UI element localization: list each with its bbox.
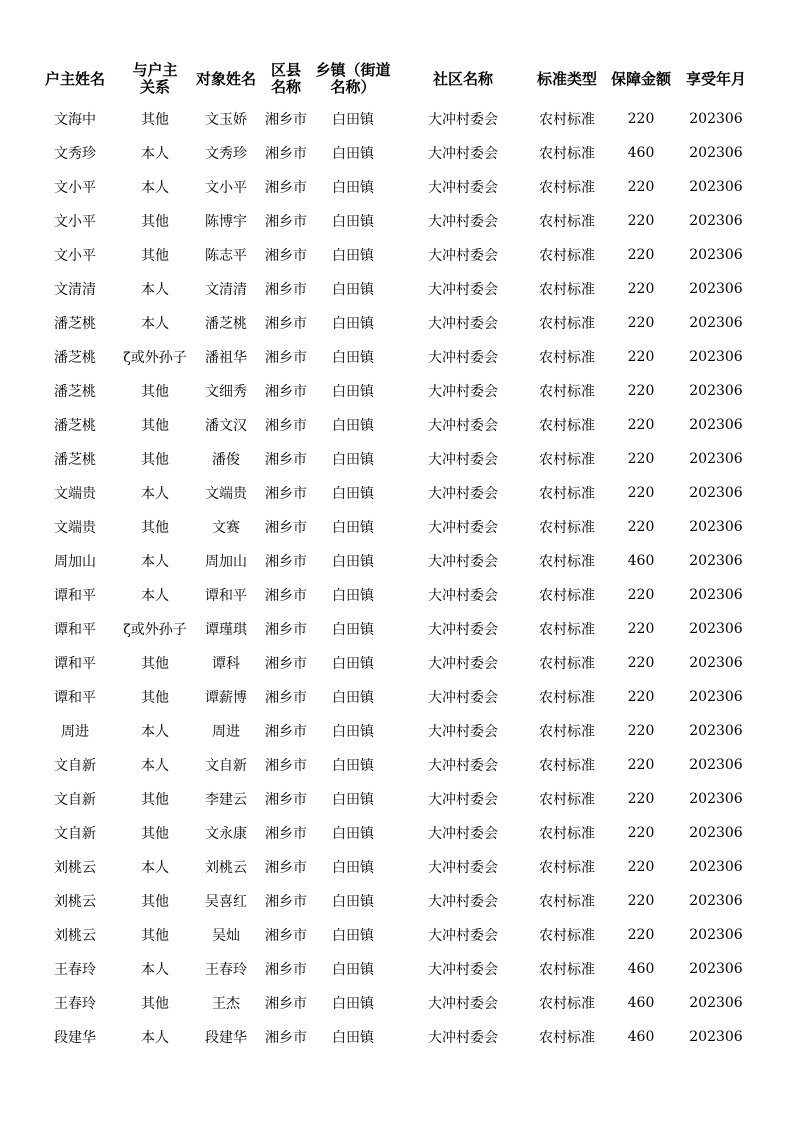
table-row xyxy=(29,272,755,306)
cell-county: 湘乡市 xyxy=(265,622,307,638)
table-row xyxy=(29,510,755,544)
cell-county: 湘乡市 xyxy=(265,282,307,298)
table-row xyxy=(29,1020,755,1054)
cell-recipient-name: 周加山 xyxy=(205,554,247,570)
cell-town: 白田镇 xyxy=(332,452,374,468)
cell-amount: 220 xyxy=(627,315,655,331)
cell-county: 湘乡市 xyxy=(265,554,307,570)
cell-household-head: 文小平 xyxy=(54,214,96,230)
table-row xyxy=(29,306,755,340)
cell-standard-type: 农村标准 xyxy=(539,894,595,910)
cell-recipient-name: 吴喜红 xyxy=(205,894,247,910)
cell-relation: 本人 xyxy=(141,554,169,570)
cell-year-month: 202306 xyxy=(689,145,743,161)
table-row xyxy=(29,204,755,238)
cell-household-head: 谭和平 xyxy=(54,622,96,638)
cell-town: 白田镇 xyxy=(332,418,374,434)
table-body xyxy=(29,102,755,1054)
cell-standard-type: 农村标准 xyxy=(539,316,595,332)
cell-town: 白田镇 xyxy=(332,962,374,978)
cell-recipient-name: 吴灿 xyxy=(212,928,240,944)
cell-community: 大冲村委会 xyxy=(428,520,498,536)
cell-community: 大冲村委会 xyxy=(428,180,498,196)
cell-amount: 220 xyxy=(627,519,655,535)
cell-standard-type: 农村标准 xyxy=(539,622,595,638)
table-row xyxy=(29,374,755,408)
cell-community: 大冲村委会 xyxy=(428,146,498,162)
cell-county: 湘乡市 xyxy=(265,112,307,128)
cell-community: 大冲村委会 xyxy=(428,112,498,128)
cell-county: 湘乡市 xyxy=(265,214,307,230)
cell-standard-type: 农村标准 xyxy=(539,146,595,162)
cell-county: 湘乡市 xyxy=(265,792,307,808)
cell-year-month: 202306 xyxy=(689,451,743,467)
cell-relation: 本人 xyxy=(141,146,169,162)
cell-amount: 220 xyxy=(627,757,655,773)
cell-recipient-name: 段建华 xyxy=(205,1030,247,1046)
cell-household-head: 文自新 xyxy=(54,792,96,808)
cell-amount: 220 xyxy=(627,621,655,637)
cell-household-head: 刘桃云 xyxy=(54,894,96,910)
cell-town: 白田镇 xyxy=(332,146,374,162)
cell-community: 大冲村委会 xyxy=(428,350,498,366)
cell-standard-type: 农村标准 xyxy=(539,554,595,570)
cell-standard-type: 农村标准 xyxy=(539,792,595,808)
cell-standard-type: 农村标准 xyxy=(539,860,595,876)
cell-community: 大冲村委会 xyxy=(428,1030,498,1046)
cell-town: 白田镇 xyxy=(332,384,374,400)
cell-recipient-name: 潘祖华 xyxy=(205,350,247,366)
cell-recipient-name: 谭瑾琪 xyxy=(205,622,247,638)
table-row xyxy=(29,612,755,646)
cell-county: 湘乡市 xyxy=(265,350,307,366)
cell-year-month: 202306 xyxy=(689,621,743,637)
cell-county: 湘乡市 xyxy=(265,486,307,502)
cell-year-month: 202306 xyxy=(689,247,743,263)
cell-relation: 其他 xyxy=(141,656,169,672)
cell-relation: 其他 xyxy=(141,928,169,944)
cell-relation: 本人 xyxy=(141,486,169,502)
cell-year-month: 202306 xyxy=(689,179,743,195)
cell-household-head: 潘芝桃 xyxy=(54,452,96,468)
cell-recipient-name: 文自新 xyxy=(205,758,247,774)
cell-relation: 其他 xyxy=(141,996,169,1012)
table-row xyxy=(29,102,755,136)
cell-relation: 其他 xyxy=(141,792,169,808)
cell-town: 白田镇 xyxy=(332,248,374,264)
cell-standard-type: 农村标准 xyxy=(539,214,595,230)
cell-recipient-name: 潘文汉 xyxy=(205,418,247,434)
cell-household-head: 文小平 xyxy=(54,248,96,264)
cell-town: 白田镇 xyxy=(332,486,374,502)
cell-relation: 本人 xyxy=(141,588,169,604)
cell-recipient-name: 谭和平 xyxy=(205,588,247,604)
table-row xyxy=(29,816,755,850)
table-row xyxy=(29,714,755,748)
cell-town: 白田镇 xyxy=(332,554,374,570)
cell-recipient-name: 潘芝桃 xyxy=(205,316,247,332)
header-relation: 与户主 关系 xyxy=(132,61,178,96)
cell-household-head: 潘芝桃 xyxy=(54,316,96,332)
assistance-table xyxy=(29,56,755,1054)
cell-standard-type: 农村标准 xyxy=(539,248,595,264)
cell-community: 大冲村委会 xyxy=(428,622,498,638)
cell-recipient-name: 周进 xyxy=(212,724,240,740)
cell-community: 大冲村委会 xyxy=(428,214,498,230)
cell-amount: 220 xyxy=(627,383,655,399)
cell-county: 湘乡市 xyxy=(265,962,307,978)
table-row xyxy=(29,578,755,612)
cell-town: 白田镇 xyxy=(332,180,374,196)
cell-standard-type: 农村标准 xyxy=(539,282,595,298)
cell-town: 白田镇 xyxy=(332,690,374,706)
cell-county: 湘乡市 xyxy=(265,758,307,774)
cell-community: 大冲村委会 xyxy=(428,316,498,332)
cell-household-head: 谭和平 xyxy=(54,690,96,706)
cell-community: 大冲村委会 xyxy=(428,928,498,944)
cell-year-month: 202306 xyxy=(689,349,743,365)
cell-recipient-name: 文永康 xyxy=(205,826,247,842)
table-row xyxy=(29,340,755,374)
cell-county: 湘乡市 xyxy=(265,1030,307,1046)
cell-town: 白田镇 xyxy=(332,928,374,944)
cell-year-month: 202306 xyxy=(689,315,743,331)
cell-town: 白田镇 xyxy=(332,894,374,910)
cell-county: 湘乡市 xyxy=(265,180,307,196)
table-row xyxy=(29,952,755,986)
cell-town: 白田镇 xyxy=(332,316,374,332)
cell-recipient-name: 刘桃云 xyxy=(205,860,247,876)
cell-amount: 220 xyxy=(627,417,655,433)
cell-recipient-name: 陈博宇 xyxy=(205,214,247,230)
cell-community: 大冲村委会 xyxy=(428,554,498,570)
cell-standard-type: 农村标准 xyxy=(539,486,595,502)
cell-town: 白田镇 xyxy=(332,758,374,774)
cell-amount: 220 xyxy=(627,247,655,263)
cell-relation: ζ或外孙子 xyxy=(123,350,187,366)
table-row xyxy=(29,408,755,442)
cell-year-month: 202306 xyxy=(689,485,743,501)
cell-town: 白田镇 xyxy=(332,860,374,876)
cell-household-head: 文自新 xyxy=(54,758,96,774)
cell-year-month: 202306 xyxy=(689,1029,743,1045)
cell-household-head: 文清清 xyxy=(54,282,96,298)
cell-standard-type: 农村标准 xyxy=(539,350,595,366)
cell-year-month: 202306 xyxy=(689,383,743,399)
cell-relation: 其他 xyxy=(141,214,169,230)
cell-county: 湘乡市 xyxy=(265,894,307,910)
cell-amount: 460 xyxy=(627,995,655,1011)
header-recipient-name: 对象姓名 xyxy=(195,69,256,88)
cell-county: 湘乡市 xyxy=(265,826,307,842)
cell-recipient-name: 文玉娇 xyxy=(205,112,247,128)
cell-year-month: 202306 xyxy=(689,281,743,297)
cell-year-month: 202306 xyxy=(689,587,743,603)
cell-recipient-name: 文小平 xyxy=(205,180,247,196)
table-row xyxy=(29,986,755,1020)
cell-community: 大冲村委会 xyxy=(428,996,498,1012)
cell-household-head: 潘芝桃 xyxy=(54,384,96,400)
cell-county: 湘乡市 xyxy=(265,418,307,434)
cell-standard-type: 农村标准 xyxy=(539,962,595,978)
cell-recipient-name: 文端贵 xyxy=(205,486,247,502)
cell-relation: 其他 xyxy=(141,520,169,536)
cell-relation: 其他 xyxy=(141,826,169,842)
cell-county: 湘乡市 xyxy=(265,520,307,536)
cell-county: 湘乡市 xyxy=(265,588,307,604)
cell-county: 湘乡市 xyxy=(265,384,307,400)
cell-standard-type: 农村标准 xyxy=(539,384,595,400)
cell-household-head: 文自新 xyxy=(54,826,96,842)
cell-recipient-name: 李建云 xyxy=(205,792,247,808)
cell-standard-type: 农村标准 xyxy=(539,690,595,706)
cell-county: 湘乡市 xyxy=(265,248,307,264)
cell-county: 湘乡市 xyxy=(265,146,307,162)
cell-relation: ζ或外孙子 xyxy=(123,622,187,638)
cell-relation: 其他 xyxy=(141,418,169,434)
cell-community: 大冲村委会 xyxy=(428,486,498,502)
cell-county: 湘乡市 xyxy=(265,656,307,672)
cell-household-head: 刘桃云 xyxy=(54,860,96,876)
cell-community: 大冲村委会 xyxy=(428,384,498,400)
cell-relation: 本人 xyxy=(141,724,169,740)
cell-recipient-name: 潘俊 xyxy=(212,452,240,468)
cell-town: 白田镇 xyxy=(332,520,374,536)
cell-recipient-name: 王春玲 xyxy=(205,962,247,978)
cell-amount: 220 xyxy=(627,723,655,739)
cell-household-head: 段建华 xyxy=(54,1030,96,1046)
cell-amount: 460 xyxy=(627,145,655,161)
cell-county: 湘乡市 xyxy=(265,996,307,1012)
cell-town: 白田镇 xyxy=(332,792,374,808)
cell-standard-type: 农村标准 xyxy=(539,1030,595,1046)
cell-recipient-name: 王杰 xyxy=(212,996,240,1012)
cell-household-head: 周加山 xyxy=(54,554,96,570)
cell-household-head: 文海中 xyxy=(54,112,96,128)
cell-recipient-name: 文清清 xyxy=(205,282,247,298)
cell-recipient-name: 陈志平 xyxy=(205,248,247,264)
cell-recipient-name: 文秀珍 xyxy=(205,146,247,162)
cell-relation: 本人 xyxy=(141,962,169,978)
cell-amount: 220 xyxy=(627,111,655,127)
cell-amount: 220 xyxy=(627,451,655,467)
cell-community: 大冲村委会 xyxy=(428,588,498,604)
cell-household-head: 文秀珍 xyxy=(54,146,96,162)
table-row xyxy=(29,680,755,714)
table-row xyxy=(29,646,755,680)
cell-town: 白田镇 xyxy=(332,350,374,366)
cell-year-month: 202306 xyxy=(689,961,743,977)
cell-year-month: 202306 xyxy=(689,553,743,569)
cell-household-head: 周进 xyxy=(61,724,89,740)
cell-community: 大冲村委会 xyxy=(428,758,498,774)
cell-household-head: 文端贵 xyxy=(54,520,96,536)
cell-county: 湘乡市 xyxy=(265,452,307,468)
cell-town: 白田镇 xyxy=(332,214,374,230)
cell-community: 大冲村委会 xyxy=(428,248,498,264)
cell-household-head: 文小平 xyxy=(54,180,96,196)
cell-amount: 220 xyxy=(627,349,655,365)
cell-household-head: 潘芝桃 xyxy=(54,418,96,434)
header-community: 社区名称 xyxy=(432,69,493,88)
cell-county: 湘乡市 xyxy=(265,690,307,706)
cell-amount: 220 xyxy=(627,213,655,229)
table-row xyxy=(29,476,755,510)
cell-recipient-name: 文细秀 xyxy=(205,384,247,400)
cell-standard-type: 农村标准 xyxy=(539,758,595,774)
cell-relation: 本人 xyxy=(141,180,169,196)
cell-relation: 其他 xyxy=(141,894,169,910)
header-standard-type: 标准类型 xyxy=(536,69,597,88)
cell-year-month: 202306 xyxy=(689,791,743,807)
cell-community: 大冲村委会 xyxy=(428,894,498,910)
cell-household-head: 文端贵 xyxy=(54,486,96,502)
cell-year-month: 202306 xyxy=(689,655,743,671)
cell-standard-type: 农村标准 xyxy=(539,996,595,1012)
table-row xyxy=(29,170,755,204)
cell-amount: 220 xyxy=(627,281,655,297)
cell-household-head: 刘桃云 xyxy=(54,928,96,944)
header-amount: 保障金额 xyxy=(610,69,671,88)
table-row xyxy=(29,238,755,272)
cell-relation: 其他 xyxy=(141,452,169,468)
cell-relation: 本人 xyxy=(141,1030,169,1046)
cell-county: 湘乡市 xyxy=(265,316,307,332)
cell-amount: 220 xyxy=(627,791,655,807)
cell-year-month: 202306 xyxy=(689,995,743,1011)
cell-relation: 本人 xyxy=(141,758,169,774)
cell-standard-type: 农村标准 xyxy=(539,180,595,196)
cell-amount: 220 xyxy=(627,587,655,603)
table-row xyxy=(29,884,755,918)
table-row xyxy=(29,850,755,884)
cell-household-head: 潘芝桃 xyxy=(54,350,96,366)
cell-household-head: 谭和平 xyxy=(54,656,96,672)
cell-year-month: 202306 xyxy=(689,893,743,909)
cell-relation: 本人 xyxy=(141,316,169,332)
cell-recipient-name: 谭科 xyxy=(212,656,240,672)
cell-amount: 220 xyxy=(627,485,655,501)
cell-amount: 220 xyxy=(627,927,655,943)
cell-amount: 220 xyxy=(627,179,655,195)
cell-relation: 其他 xyxy=(141,384,169,400)
cell-year-month: 202306 xyxy=(689,723,743,739)
cell-year-month: 202306 xyxy=(689,825,743,841)
cell-relation: 其他 xyxy=(141,690,169,706)
cell-county: 湘乡市 xyxy=(265,860,307,876)
cell-year-month: 202306 xyxy=(689,757,743,773)
cell-household-head: 王春玲 xyxy=(54,962,96,978)
cell-year-month: 202306 xyxy=(689,927,743,943)
cell-town: 白田镇 xyxy=(332,622,374,638)
cell-community: 大冲村委会 xyxy=(428,792,498,808)
cell-standard-type: 农村标准 xyxy=(539,826,595,842)
cell-community: 大冲村委会 xyxy=(428,656,498,672)
cell-amount: 220 xyxy=(627,825,655,841)
cell-relation: 本人 xyxy=(141,860,169,876)
cell-community: 大冲村委会 xyxy=(428,962,498,978)
cell-amount: 220 xyxy=(627,689,655,705)
cell-standard-type: 农村标准 xyxy=(539,112,595,128)
cell-standard-type: 农村标准 xyxy=(539,656,595,672)
header-year-month: 享受年月 xyxy=(685,69,746,88)
cell-community: 大冲村委会 xyxy=(428,452,498,468)
cell-standard-type: 农村标准 xyxy=(539,724,595,740)
cell-town: 白田镇 xyxy=(332,996,374,1012)
cell-year-month: 202306 xyxy=(689,689,743,705)
cell-year-month: 202306 xyxy=(689,213,743,229)
cell-standard-type: 农村标准 xyxy=(539,588,595,604)
cell-amount: 220 xyxy=(627,655,655,671)
header-county: 区县 名称 xyxy=(270,61,301,96)
cell-relation: 其他 xyxy=(141,248,169,264)
cell-recipient-name: 文赛 xyxy=(212,520,240,536)
cell-town: 白田镇 xyxy=(332,1030,374,1046)
cell-household-head: 王春玲 xyxy=(54,996,96,1012)
cell-amount: 220 xyxy=(627,893,655,909)
cell-standard-type: 农村标准 xyxy=(539,452,595,468)
header-town: 乡镇（街道 名称） xyxy=(315,61,391,96)
cell-relation: 本人 xyxy=(141,282,169,298)
cell-community: 大冲村委会 xyxy=(428,860,498,876)
cell-year-month: 202306 xyxy=(689,111,743,127)
cell-standard-type: 农村标准 xyxy=(539,418,595,434)
cell-relation: 其他 xyxy=(141,112,169,128)
cell-amount: 460 xyxy=(627,553,655,569)
cell-town: 白田镇 xyxy=(332,724,374,740)
table-row xyxy=(29,136,755,170)
table-row xyxy=(29,442,755,476)
cell-community: 大冲村委会 xyxy=(428,418,498,434)
cell-community: 大冲村委会 xyxy=(428,724,498,740)
table-row xyxy=(29,782,755,816)
cell-county: 湘乡市 xyxy=(265,928,307,944)
cell-county: 湘乡市 xyxy=(265,724,307,740)
cell-amount: 460 xyxy=(627,1029,655,1045)
cell-community: 大冲村委会 xyxy=(428,282,498,298)
header-household-head: 户主姓名 xyxy=(44,69,105,88)
table-row xyxy=(29,544,755,578)
cell-year-month: 202306 xyxy=(689,859,743,875)
cell-year-month: 202306 xyxy=(689,519,743,535)
cell-town: 白田镇 xyxy=(332,282,374,298)
cell-town: 白田镇 xyxy=(332,588,374,604)
cell-amount: 460 xyxy=(627,961,655,977)
cell-community: 大冲村委会 xyxy=(428,826,498,842)
cell-recipient-name: 谭薪博 xyxy=(205,690,247,706)
cell-community: 大冲村委会 xyxy=(428,690,498,706)
cell-standard-type: 农村标准 xyxy=(539,928,595,944)
cell-year-month: 202306 xyxy=(689,417,743,433)
cell-town: 白田镇 xyxy=(332,112,374,128)
cell-town: 白田镇 xyxy=(332,656,374,672)
cell-standard-type: 农村标准 xyxy=(539,520,595,536)
cell-amount: 220 xyxy=(627,859,655,875)
cell-household-head: 谭和平 xyxy=(54,588,96,604)
header-row xyxy=(29,56,755,102)
table-row xyxy=(29,918,755,952)
cell-town: 白田镇 xyxy=(332,826,374,842)
table-row xyxy=(29,748,755,782)
